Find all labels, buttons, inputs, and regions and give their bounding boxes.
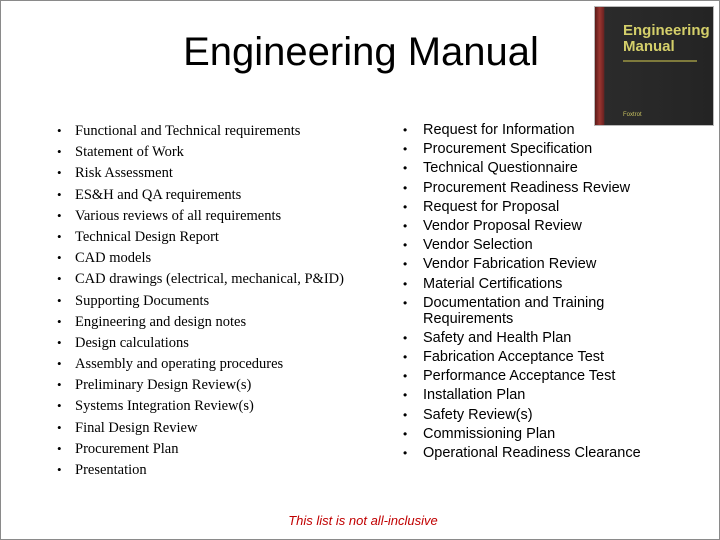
- book-cover-title-line2: Manual: [623, 38, 675, 55]
- list-item: • Procurement Plan: [49, 441, 349, 458]
- list-item: • Safety and Health Plan: [397, 330, 697, 346]
- book-cover-publisher: Foxtrot: [623, 112, 642, 118]
- right-bullet-list: [397, 122, 697, 464]
- list-item: • Vendor Fabrication Review: [397, 256, 697, 272]
- slide-title: Engineering Manual: [183, 30, 539, 74]
- list-item: • Vendor Proposal Review: [397, 218, 697, 234]
- list-item: • Vendor Selection: [397, 237, 697, 253]
- list-item: • Material Certifications: [397, 276, 697, 292]
- list-item: • Technical Design Report: [49, 229, 349, 246]
- list-item: • Documentation and Training Requirements: [397, 295, 697, 327]
- list-item: • Presentation: [49, 462, 349, 479]
- list-item: • Procurement Specification: [397, 141, 697, 157]
- book-cover-title: [623, 23, 710, 55]
- list-item: • CAD drawings (electrical, mechanical, P&ID): [49, 271, 349, 288]
- book-cover-title-line1: Engineering: [623, 22, 710, 39]
- list-item: • Risk Assessment: [49, 165, 349, 182]
- list-item: • Functional and Technical requirements: [49, 123, 349, 140]
- list-item: • Performance Acceptance Test: [397, 368, 697, 384]
- list-item: • Procurement Readiness Review: [397, 180, 697, 196]
- list-item: • Design calculations: [49, 335, 349, 352]
- book-cover-rule: [623, 60, 697, 62]
- list-item: • CAD models: [49, 250, 349, 267]
- list-item: • Request for Proposal: [397, 199, 697, 215]
- list-item: • Supporting Documents: [49, 293, 349, 310]
- book-spine: [595, 7, 604, 125]
- list-item: • Systems Integration Review(s): [49, 398, 349, 415]
- list-item: • Commissioning Plan: [397, 426, 697, 442]
- list-item: • Statement of Work: [49, 144, 349, 161]
- list-item: • ES&H and QA requirements: [49, 187, 349, 204]
- list-item: • Various reviews of all requirements: [49, 208, 349, 225]
- list-item: • Operational Readiness Clearance: [397, 445, 697, 461]
- list-item: • Request for Information: [397, 122, 697, 138]
- list-item: • Technical Questionnaire: [397, 160, 697, 176]
- list-item: • Installation Plan: [397, 387, 697, 403]
- list-item: • Fabrication Acceptance Test: [397, 349, 697, 365]
- list-item: • Engineering and design notes: [49, 314, 349, 331]
- list-item: • Preliminary Design Review(s): [49, 377, 349, 394]
- list-item: • Assembly and operating procedures: [49, 356, 349, 373]
- book-cover-image: [595, 7, 713, 125]
- footnote: This list is not all-inclusive: [288, 513, 438, 528]
- list-item: • Safety Review(s): [397, 407, 697, 423]
- left-bullet-list: [49, 123, 349, 483]
- list-item: • Final Design Review: [49, 420, 349, 437]
